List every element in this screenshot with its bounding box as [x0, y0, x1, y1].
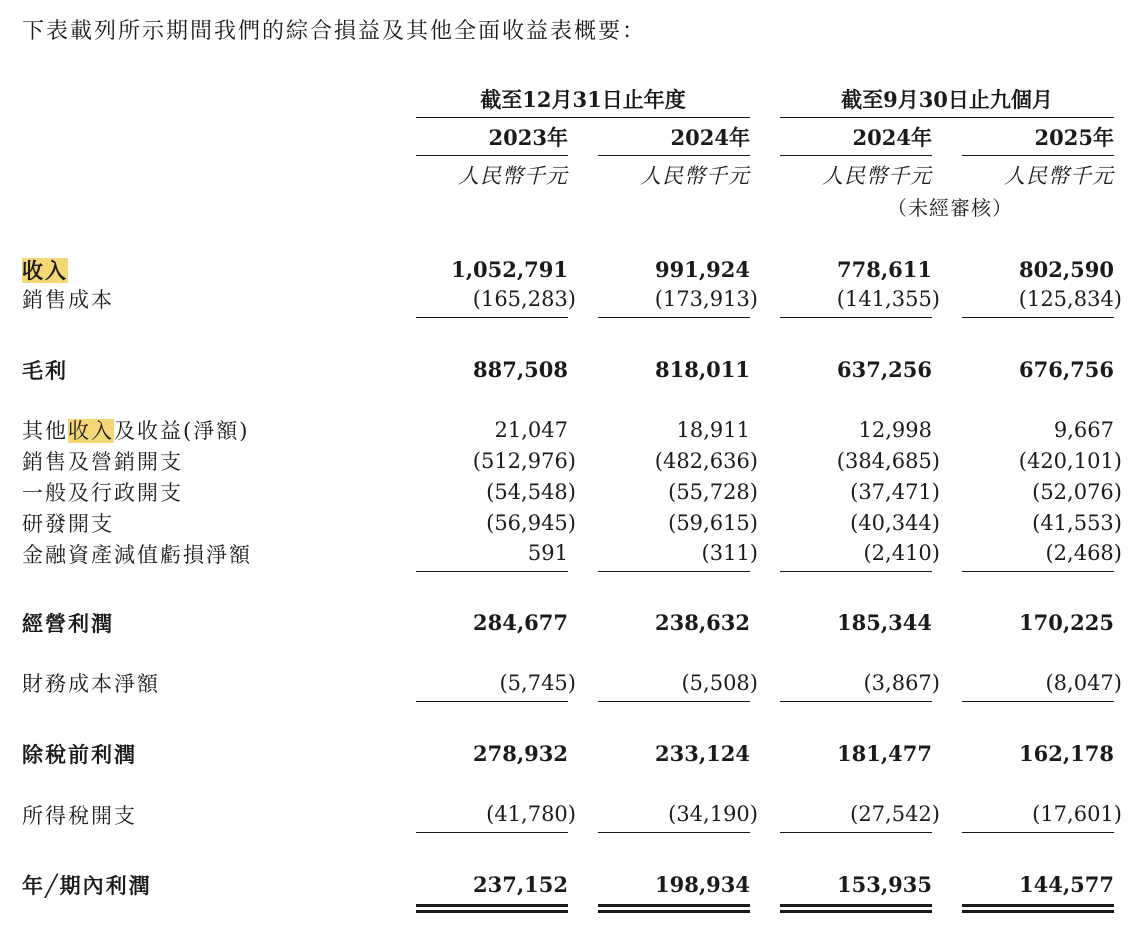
unit-col-3: 人民幣千元: [822, 164, 932, 188]
cell-revenue-2: 991,924: [655, 257, 750, 282]
double-rule-4: [962, 904, 1114, 913]
cell-finance-costs-4: (8,047): [1045, 671, 1122, 695]
cell-selling-expenses-4: (420,101): [1018, 449, 1122, 473]
subtotal-rule-1: [416, 317, 568, 318]
row-label-finance-costs: 財務成本淨額: [22, 672, 160, 696]
cell-profit-for-period-3: 153,935: [837, 872, 932, 897]
year-rule-1: [416, 155, 568, 156]
year-2024-annual: 2024年: [670, 125, 750, 150]
row-label-impairment: 金融資產減值虧損淨額: [22, 543, 252, 567]
cell-finance-costs-1: (5,745): [499, 671, 576, 695]
tax-rule-4: [962, 832, 1114, 833]
cell-gross-profit-4: 676,756: [1019, 357, 1114, 382]
group-rule-interim: [780, 117, 1114, 118]
unit-col-1: 人民幣千元: [458, 164, 568, 188]
intro-text: 下表載列所示期間我們的綜合損益及其他全面收益表概要：: [22, 19, 647, 44]
row-label-other-income: 其他收入及收益(淨額): [22, 419, 250, 443]
cell-other-income-2: 18,911: [676, 418, 750, 442]
cell-selling-expenses-3: (384,685): [836, 449, 940, 473]
subtotal-rule-4: [962, 317, 1114, 318]
row-label-profit-for-period: 年╱期內利潤: [22, 873, 152, 898]
tax-rule-3: [780, 832, 932, 833]
cell-revenue-3: 778,611: [837, 257, 932, 282]
year-2025: 2025年: [1034, 125, 1114, 150]
row-label-operating-profit: 經營利潤: [22, 611, 114, 636]
cell-rd-expenses-2: (59,615): [668, 511, 758, 535]
cell-income-tax-1: (41,780): [486, 802, 576, 826]
operating-rule-3: [780, 571, 932, 572]
cell-income-tax-3: (27,542): [850, 802, 940, 826]
row-label-selling-expenses: 銷售及營銷開支: [22, 450, 183, 474]
finance-rule-2: [598, 701, 750, 702]
subtotal-rule-3: [780, 317, 932, 318]
cell-income-tax-2: (34,190): [668, 802, 758, 826]
cell-admin-expenses-2: (55,728): [668, 480, 758, 504]
cell-other-income-1: 21,047: [494, 418, 568, 442]
cell-operating-profit-2: 238,632: [655, 610, 750, 635]
cell-operating-profit-1: 284,677: [473, 610, 568, 635]
cell-profit-for-period-1: 237,152: [473, 872, 568, 897]
cell-profit-before-tax-3: 181,477: [837, 741, 932, 766]
cell-impairment-1: 591: [527, 541, 568, 565]
unit-col-2: 人民幣千元: [640, 164, 750, 188]
cell-cost-of-sales-3: (141,355): [836, 287, 940, 311]
row-label-revenue: 收入: [22, 258, 68, 283]
cell-selling-expenses-1: (512,976): [472, 449, 576, 473]
double-rule-3: [780, 904, 932, 913]
year-rule-3: [780, 155, 932, 156]
cell-profit-for-period-4: 144,577: [1019, 872, 1114, 897]
cell-profit-before-tax-1: 278,932: [473, 741, 568, 766]
group-header-interim: 截至9月30日止九個月: [841, 87, 1053, 112]
cell-income-tax-4: (17,601): [1032, 802, 1122, 826]
finance-rule-4: [962, 701, 1114, 702]
cell-rd-expenses-4: (41,553): [1032, 511, 1122, 535]
cell-profit-before-tax-2: 233,124: [655, 741, 750, 766]
cell-cost-of-sales-1: (165,283): [472, 287, 576, 311]
cell-cost-of-sales-4: (125,834): [1018, 287, 1122, 311]
tax-rule-1: [416, 832, 568, 833]
row-label-income-tax: 所得稅開支: [22, 804, 137, 828]
year-2023: 2023年: [488, 125, 568, 150]
double-rule-1: [416, 904, 568, 913]
cell-revenue-4: 802,590: [1019, 257, 1114, 282]
cell-profit-before-tax-4: 162,178: [1019, 741, 1114, 766]
cell-other-income-4: 9,667: [1053, 418, 1114, 442]
cell-gross-profit-1: 887,508: [473, 357, 568, 382]
operating-rule-4: [962, 571, 1114, 572]
year-rule-2: [598, 155, 750, 156]
cell-cost-of-sales-2: (173,913): [654, 287, 758, 311]
year-2024-interim: 2024年: [852, 125, 932, 150]
operating-rule-2: [598, 571, 750, 572]
cell-operating-profit-4: 170,225: [1019, 610, 1114, 635]
year-rule-4: [962, 155, 1114, 156]
cell-admin-expenses-4: (52,076): [1032, 480, 1122, 504]
tax-rule-2: [598, 832, 750, 833]
cell-other-income-3: 12,998: [858, 418, 932, 442]
row-label-profit-before-tax: 除稅前利潤: [22, 742, 137, 767]
row-label-cost-of-sales: 銷售成本: [22, 288, 114, 312]
cell-impairment-2: (311): [701, 541, 758, 565]
cell-selling-expenses-2: (482,636): [654, 449, 758, 473]
cell-revenue-1: 1,052,791: [451, 257, 568, 282]
operating-rule-1: [416, 571, 568, 572]
row-label-rd-expenses: 研發開支: [22, 512, 114, 536]
group-header-annual: 截至12月31日止年度: [480, 87, 686, 112]
finance-rule-1: [416, 701, 568, 702]
row-label-gross-profit: 毛利: [22, 358, 68, 383]
unit-col-4: 人民幣千元: [1004, 164, 1114, 188]
cell-gross-profit-2: 818,011: [655, 357, 750, 382]
cell-admin-expenses-3: (37,471): [850, 480, 940, 504]
cell-rd-expenses-1: (56,945): [486, 511, 576, 535]
row-label-admin-expenses: 一般及行政開支: [22, 481, 183, 505]
cell-operating-profit-3: 185,344: [837, 610, 932, 635]
cell-impairment-3: (2,410): [863, 541, 940, 565]
cell-profit-for-period-2: 198,934: [655, 872, 750, 897]
cell-impairment-4: (2,468): [1045, 541, 1122, 565]
cell-admin-expenses-1: (54,548): [486, 480, 576, 504]
cell-rd-expenses-3: (40,344): [850, 511, 940, 535]
cell-finance-costs-2: (5,508): [681, 671, 758, 695]
subtotal-rule-2: [598, 317, 750, 318]
double-rule-2: [598, 904, 750, 913]
unaudited-note: （未經審核）: [887, 196, 1013, 220]
cell-finance-costs-3: (3,867): [863, 671, 940, 695]
cell-gross-profit-3: 637,256: [837, 357, 932, 382]
finance-rule-3: [780, 701, 932, 702]
group-rule-annual: [416, 117, 750, 118]
